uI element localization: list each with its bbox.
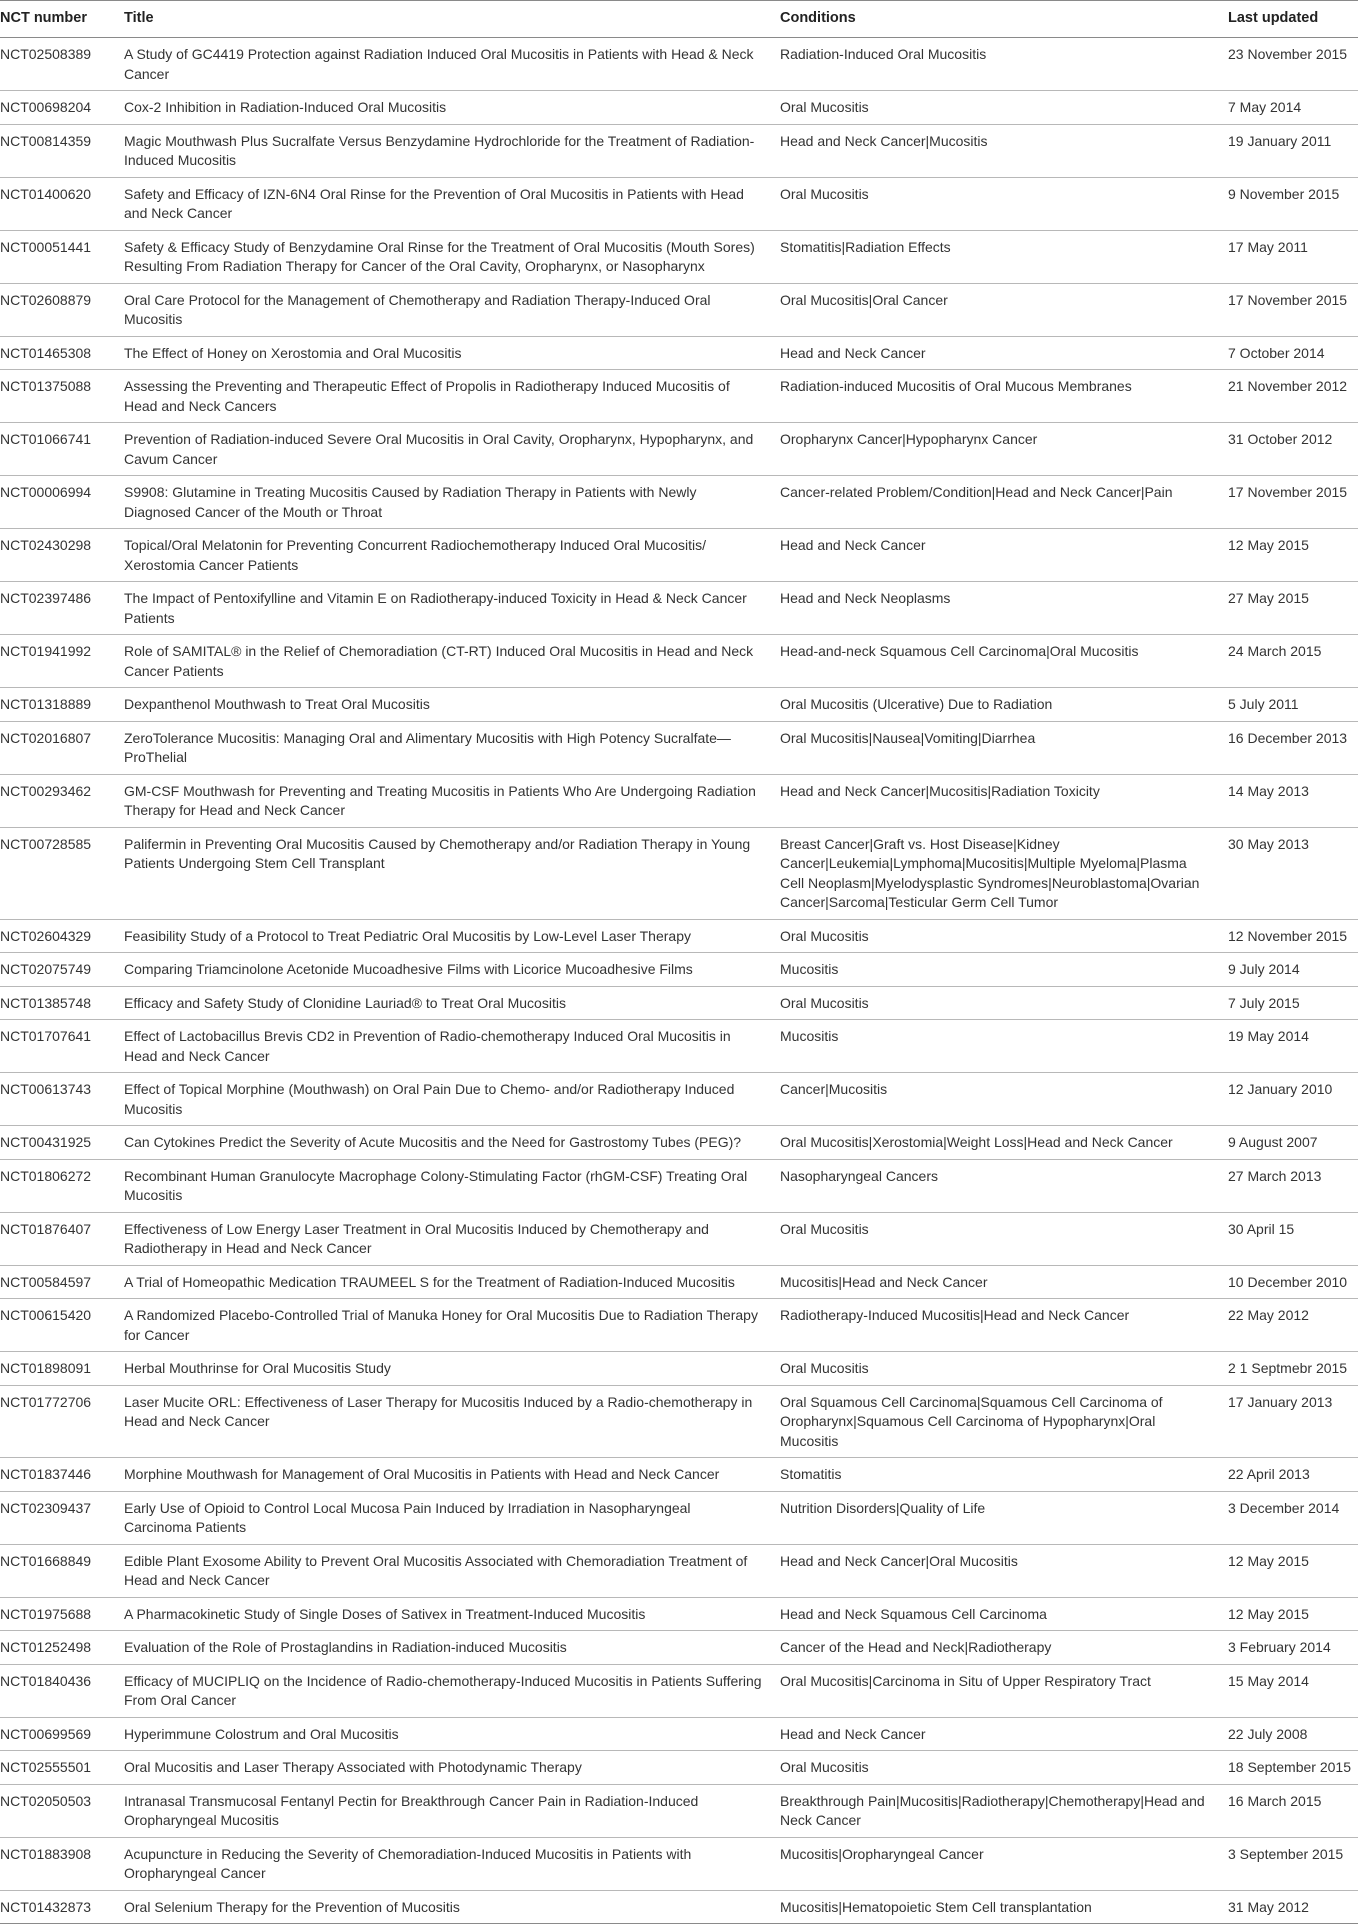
table-row	[0, 283, 1358, 336]
table-row	[0, 1717, 1358, 1751]
title-cell: Effect of Lactobacillus Brevis CD2 in Prevention of Radio-chemotherapy Induced Oral Mucositis in Head and Neck Cancer	[124, 1020, 780, 1073]
title-cell: Oral Mucositis and Laser Therapy Associated with Photodynamic Therapy	[124, 1751, 780, 1785]
conditions-cell: Oral Mucositis	[780, 1751, 1228, 1785]
last-updated-cell: 30 April 15	[1228, 1212, 1358, 1265]
conditions-cell: Breast Cancer|Graft vs. Host Disease|Kidney Cancer|Leukemia|Lymphoma|Mucositis|Multiple Myeloma|Plasma Cell Neoplasm|Myelodysplastic Syndromes|Neuroblastoma|Ovarian Cancer|Sarcoma|Testicular Germ Cell Tumor	[780, 827, 1228, 919]
title-cell: Morphine Mouthwash for Management of Oral Mucositis in Patients with Head and Neck Cancer	[124, 1458, 780, 1492]
table-row	[0, 721, 1358, 774]
nct-number-cell: NCT01975688	[0, 1597, 124, 1631]
last-updated-cell: 9 November 2015	[1228, 177, 1358, 230]
conditions-cell: Cancer of the Head and Neck|Radiotherapy	[780, 1631, 1228, 1665]
conditions-cell: Breakthrough Pain|Mucositis|Radiotherapy|Chemotherapy|Head and Neck Cancer	[780, 1784, 1228, 1837]
table-row	[0, 1073, 1358, 1126]
table-row	[0, 1631, 1358, 1665]
last-updated-cell: 27 May 2015	[1228, 582, 1358, 635]
nct-number-cell: NCT01066741	[0, 423, 124, 476]
header-title: Title	[124, 1, 780, 38]
conditions-cell: Oral Mucositis	[780, 1212, 1228, 1265]
nct-number-cell: NCT01432873	[0, 1890, 124, 1924]
title-cell: Cox-2 Inhibition in Radiation-Induced Oral Mucositis	[124, 91, 780, 125]
title-cell: Recombinant Human Granulocyte Macrophage Colony-Stimulating Factor (rhGM-CSF) Treating Oral Mucositis	[124, 1159, 780, 1212]
nct-number-cell: NCT02016807	[0, 721, 124, 774]
nct-number-cell: NCT02608879	[0, 283, 124, 336]
conditions-cell: Head and Neck Neoplasms	[780, 582, 1228, 635]
table-row	[0, 476, 1358, 529]
nct-number-cell: NCT02397486	[0, 582, 124, 635]
last-updated-cell: 10 December 2010	[1228, 1265, 1358, 1299]
last-updated-cell: 12 January 2010	[1228, 1073, 1358, 1126]
table-row	[0, 1751, 1358, 1785]
table-row	[0, 1837, 1358, 1890]
nct-number-cell: NCT00006994	[0, 476, 124, 529]
title-cell: A Randomized Placebo-Controlled Trial of Manuka Honey for Oral Mucositis Due to Radiation Therapy for Cancer	[124, 1299, 780, 1352]
conditions-cell: Mucositis|Hematopoietic Stem Cell transplantation	[780, 1890, 1228, 1924]
last-updated-cell: 18 September 2015	[1228, 1751, 1358, 1785]
table-row	[0, 1544, 1358, 1597]
last-updated-cell: 12 May 2015	[1228, 1597, 1358, 1631]
conditions-cell: Oral Mucositis|Carcinoma in Situ of Upper Respiratory Tract	[780, 1664, 1228, 1717]
last-updated-cell: 3 February 2014	[1228, 1631, 1358, 1665]
nct-number-cell: NCT02075749	[0, 953, 124, 987]
nct-number-cell: NCT01400620	[0, 177, 124, 230]
last-updated-cell: 16 December 2013	[1228, 721, 1358, 774]
nct-number-cell: NCT02555501	[0, 1751, 124, 1785]
last-updated-cell: 17 January 2013	[1228, 1385, 1358, 1458]
last-updated-cell: 7 October 2014	[1228, 336, 1358, 370]
last-updated-cell: 21 November 2012	[1228, 370, 1358, 423]
last-updated-cell: 9 August 2007	[1228, 1126, 1358, 1160]
last-updated-cell: 12 May 2015	[1228, 529, 1358, 582]
last-updated-cell: 2 1 Septmebr 2015	[1228, 1352, 1358, 1386]
title-cell: Oral Care Protocol for the Management of Chemotherapy and Radiation Therapy-Induced Oral Mucositis	[124, 283, 780, 336]
table-row	[0, 919, 1358, 953]
title-cell: Laser Mucite ORL: Effectiveness of Laser Therapy for Mucositis Induced by a Radio-chemotherapy in Head and Neck Cancer	[124, 1385, 780, 1458]
title-cell: A Trial of Homeopathic Medication TRAUMEEL S for the Treatment of Radiation-Induced Mucositis	[124, 1265, 780, 1299]
nct-number-cell: NCT01465308	[0, 336, 124, 370]
table-row	[0, 91, 1358, 125]
title-cell: The Impact of Pentoxifylline and Vitamin E on Radiotherapy-induced Toxicity in Head & Neck Cancer Patients	[124, 582, 780, 635]
last-updated-cell: 17 November 2015	[1228, 476, 1358, 529]
nct-number-cell: NCT00613743	[0, 1073, 124, 1126]
table-row	[0, 1890, 1358, 1924]
table-row	[0, 177, 1358, 230]
table-row	[0, 582, 1358, 635]
nct-number-cell: NCT00728585	[0, 827, 124, 919]
conditions-cell: Stomatitis	[780, 1458, 1228, 1492]
conditions-cell: Head-and-neck Squamous Cell Carcinoma|Oral Mucositis	[780, 635, 1228, 688]
header-nct-number: NCT number	[0, 1, 124, 38]
nct-number-cell: NCT02430298	[0, 529, 124, 582]
conditions-cell: Oral Mucositis	[780, 919, 1228, 953]
table-body	[0, 38, 1358, 1924]
conditions-cell: Radiation-Induced Oral Mucositis	[780, 38, 1228, 91]
nct-number-cell: NCT00698204	[0, 91, 124, 125]
title-cell: Prevention of Radiation-induced Severe Oral Mucositis in Oral Cavity, Oropharynx, Hypopharynx, and Cavum Cancer	[124, 423, 780, 476]
last-updated-cell: 19 January 2011	[1228, 124, 1358, 177]
nct-number-cell: NCT01668849	[0, 1544, 124, 1597]
last-updated-cell: 9 July 2014	[1228, 953, 1358, 987]
last-updated-cell: 24 March 2015	[1228, 635, 1358, 688]
conditions-cell: Mucositis|Head and Neck Cancer	[780, 1265, 1228, 1299]
conditions-cell: Oropharynx Cancer|Hypopharynx Cancer	[780, 423, 1228, 476]
nct-number-cell: NCT00699569	[0, 1717, 124, 1751]
conditions-cell: Oral Mucositis|Oral Cancer	[780, 283, 1228, 336]
header-row	[0, 1, 1358, 38]
title-cell: Safety and Efficacy of IZN-6N4 Oral Rinse for the Prevention of Oral Mucositis in Patients with Head and Neck Cancer	[124, 177, 780, 230]
conditions-cell: Radiation-induced Mucositis of Oral Mucous Membranes	[780, 370, 1228, 423]
nct-number-cell: NCT01840436	[0, 1664, 124, 1717]
title-cell: A Study of GC4419 Protection against Radiation Induced Oral Mucositis in Patients with Head & Neck Cancer	[124, 38, 780, 91]
table-row	[0, 336, 1358, 370]
nct-number-cell: NCT02309437	[0, 1491, 124, 1544]
nct-number-cell: NCT01707641	[0, 1020, 124, 1073]
nct-number-cell: NCT02604329	[0, 919, 124, 953]
title-cell: Role of SAMITAL® in the Relief of Chemoradiation (CT-RT) Induced Oral Mucositis in Head and Neck Cancer Patients	[124, 635, 780, 688]
nct-number-cell: NCT01772706	[0, 1385, 124, 1458]
last-updated-cell: 30 May 2013	[1228, 827, 1358, 919]
last-updated-cell: 12 November 2015	[1228, 919, 1358, 953]
table-row	[0, 1458, 1358, 1492]
conditions-cell: Oral Mucositis	[780, 91, 1228, 125]
last-updated-cell: 22 May 2012	[1228, 1299, 1358, 1352]
table-row	[0, 827, 1358, 919]
conditions-cell: Nutrition Disorders|Quality of Life	[780, 1491, 1228, 1544]
table-row	[0, 1784, 1358, 1837]
header-conditions: Conditions	[780, 1, 1228, 38]
title-cell: Oral Selenium Therapy for the Prevention of Mucositis	[124, 1890, 780, 1924]
nct-number-cell: NCT01385748	[0, 986, 124, 1020]
table-row	[0, 529, 1358, 582]
nct-number-cell: NCT00814359	[0, 124, 124, 177]
nct-number-cell: NCT00293462	[0, 774, 124, 827]
conditions-cell: Head and Neck Cancer	[780, 336, 1228, 370]
nct-number-cell: NCT00584597	[0, 1265, 124, 1299]
title-cell: ZeroTolerance Mucositis: Managing Oral and Alimentary Mucositis with High Potency Sucralfate—ProThelial	[124, 721, 780, 774]
conditions-cell: Mucositis	[780, 953, 1228, 987]
table-row	[0, 1352, 1358, 1386]
conditions-cell: Oral Mucositis	[780, 986, 1228, 1020]
title-cell: Edible Plant Exosome Ability to Prevent Oral Mucositis Associated with Chemoradiation Treatment of Head and Neck Cancer	[124, 1544, 780, 1597]
table-row	[0, 688, 1358, 722]
table-row	[0, 1126, 1358, 1160]
table-row	[0, 1159, 1358, 1212]
last-updated-cell: 5 July 2011	[1228, 688, 1358, 722]
conditions-cell: Oral Mucositis|Xerostomia|Weight Loss|Head and Neck Cancer	[780, 1126, 1228, 1160]
table-row	[0, 953, 1358, 987]
nct-number-cell: NCT01898091	[0, 1352, 124, 1386]
conditions-cell: Radiotherapy-Induced Mucositis|Head and Neck Cancer	[780, 1299, 1228, 1352]
title-cell: GM-CSF Mouthwash for Preventing and Treating Mucositis in Patients Who Are Undergoing Radiation Therapy for Head and Neck Cancer	[124, 774, 780, 827]
title-cell: Efficacy and Safety Study of Clonidine Lauriad® to Treat Oral Mucositis	[124, 986, 780, 1020]
last-updated-cell: 14 May 2013	[1228, 774, 1358, 827]
conditions-cell: Oral Mucositis|Nausea|Vomiting|Diarrhea	[780, 721, 1228, 774]
last-updated-cell: 16 March 2015	[1228, 1784, 1358, 1837]
title-cell: Early Use of Opioid to Control Local Mucosa Pain Induced by Irradiation in Nasopharyngeal Carcinoma Patients	[124, 1491, 780, 1544]
table-row	[0, 1212, 1358, 1265]
title-cell: Acupuncture in Reducing the Severity of Chemoradiation-Induced Mucositis in Patients with Oropharyngeal Cancer	[124, 1837, 780, 1890]
conditions-cell: Head and Neck Cancer|Mucositis	[780, 124, 1228, 177]
nct-number-cell: NCT02508389	[0, 38, 124, 91]
title-cell: Topical/Oral Melatonin for Preventing Concurrent Radiochemotherapy Induced Oral Mucositis/ Xerostomia Cancer Patients	[124, 529, 780, 582]
last-updated-cell: 27 March 2013	[1228, 1159, 1358, 1212]
last-updated-cell: 7 May 2014	[1228, 91, 1358, 125]
nct-number-cell: NCT01883908	[0, 1837, 124, 1890]
last-updated-cell: 31 October 2012	[1228, 423, 1358, 476]
title-cell: Feasibility Study of a Protocol to Treat Pediatric Oral Mucositis by Low-Level Laser Therapy	[124, 919, 780, 953]
table-row	[0, 1664, 1358, 1717]
table-row	[0, 230, 1358, 283]
conditions-cell: Cancer-related Problem/Condition|Head and Neck Cancer|Pain	[780, 476, 1228, 529]
nct-number-cell: NCT01876407	[0, 1212, 124, 1265]
conditions-cell: Nasopharyngeal Cancers	[780, 1159, 1228, 1212]
conditions-cell: Stomatitis|Radiation Effects	[780, 230, 1228, 283]
table-row	[0, 370, 1358, 423]
title-cell: Effectiveness of Low Energy Laser Treatment in Oral Mucositis Induced by Chemotherapy and Radiotherapy in Head and Neck Cancer	[124, 1212, 780, 1265]
last-updated-cell: 17 November 2015	[1228, 283, 1358, 336]
title-cell: The Effect of Honey on Xerostomia and Oral Mucositis	[124, 336, 780, 370]
conditions-cell: Head and Neck Cancer	[780, 529, 1228, 582]
table-row	[0, 1020, 1358, 1073]
title-cell: S9908: Glutamine in Treating Mucositis Caused by Radiation Therapy in Patients with Newly Diagnosed Cancer of the Mouth or Throat	[124, 476, 780, 529]
header-last-updated: Last updated	[1228, 1, 1358, 38]
table-row	[0, 1597, 1358, 1631]
conditions-cell: Oral Mucositis (Ulcerative) Due to Radiation	[780, 688, 1228, 722]
conditions-cell: Head and Neck Cancer|Mucositis|Radiation Toxicity	[780, 774, 1228, 827]
nct-number-cell: NCT00431925	[0, 1126, 124, 1160]
table-row	[0, 1385, 1358, 1458]
last-updated-cell: 7 July 2015	[1228, 986, 1358, 1020]
nct-number-cell: NCT01252498	[0, 1631, 124, 1665]
conditions-cell: Oral Squamous Cell Carcinoma|Squamous Cell Carcinoma of Oropharynx|Squamous Cell Carcinoma of Hypopharynx|Oral Mucositis	[780, 1385, 1228, 1458]
conditions-cell: Oral Mucositis	[780, 1352, 1228, 1386]
last-updated-cell: 12 May 2015	[1228, 1544, 1358, 1597]
last-updated-cell: 22 April 2013	[1228, 1458, 1358, 1492]
title-cell: Safety & Efficacy Study of Benzydamine Oral Rinse for the Treatment of Oral Mucositis (Mouth Sores) Resulting From Radiation Therapy for Cancer of the Oral Cavity, Oropharynx, or Nasopharynx	[124, 230, 780, 283]
table-row	[0, 635, 1358, 688]
conditions-cell: Head and Neck Cancer|Oral Mucositis	[780, 1544, 1228, 1597]
title-cell: Palifermin in Preventing Oral Mucositis Caused by Chemotherapy and/or Radiation Therapy in Young Patients Undergoing Stem Cell Transplant	[124, 827, 780, 919]
title-cell: Intranasal Transmucosal Fentanyl Pectin for Breakthrough Cancer Pain in Radiation-Induced Oropharyngeal Mucositis	[124, 1784, 780, 1837]
title-cell: Hyperimmune Colostrum and Oral Mucositis	[124, 1717, 780, 1751]
title-cell: Can Cytokines Predict the Severity of Acute Mucositis and the Need for Gastrostomy Tubes (PEG)?	[124, 1126, 780, 1160]
title-cell: Magic Mouthwash Plus Sucralfate Versus Benzydamine Hydrochloride for the Treatment of Radiation-Induced Mucositis	[124, 124, 780, 177]
conditions-cell: Mucositis	[780, 1020, 1228, 1073]
last-updated-cell: 22 July 2008	[1228, 1717, 1358, 1751]
title-cell: Dexpanthenol Mouthwash to Treat Oral Mucositis	[124, 688, 780, 722]
nct-number-cell: NCT01375088	[0, 370, 124, 423]
last-updated-cell: 17 May 2011	[1228, 230, 1358, 283]
last-updated-cell: 31 May 2012	[1228, 1890, 1358, 1924]
nct-number-cell: NCT01941992	[0, 635, 124, 688]
last-updated-cell: 3 September 2015	[1228, 1837, 1358, 1890]
last-updated-cell: 15 May 2014	[1228, 1664, 1358, 1717]
title-cell: Evaluation of the Role of Prostaglandins in Radiation-induced Mucositis	[124, 1631, 780, 1665]
last-updated-cell: 23 November 2015	[1228, 38, 1358, 91]
table-row	[0, 1265, 1358, 1299]
table-row	[0, 774, 1358, 827]
table-row	[0, 1491, 1358, 1544]
last-updated-cell: 3 December 2014	[1228, 1491, 1358, 1544]
nct-number-cell: NCT02050503	[0, 1784, 124, 1837]
nct-number-cell: NCT00615420	[0, 1299, 124, 1352]
nct-number-cell: NCT01837446	[0, 1458, 124, 1492]
table-row	[0, 1299, 1358, 1352]
conditions-cell: Mucositis|Oropharyngeal Cancer	[780, 1837, 1228, 1890]
conditions-cell: Head and Neck Squamous Cell Carcinoma	[780, 1597, 1228, 1631]
title-cell: Efficacy of MUCIPLIQ on the Incidence of Radio-chemotherapy-Induced Mucositis in Patients Suffering From Oral Cancer	[124, 1664, 780, 1717]
table-header	[0, 1, 1358, 38]
conditions-cell: Head and Neck Cancer	[780, 1717, 1228, 1751]
nct-number-cell: NCT01318889	[0, 688, 124, 722]
table-row	[0, 423, 1358, 476]
title-cell: Herbal Mouthrinse for Oral Mucositis Study	[124, 1352, 780, 1386]
conditions-cell: Oral Mucositis	[780, 177, 1228, 230]
table-row	[0, 38, 1358, 91]
table-row	[0, 124, 1358, 177]
nct-number-cell: NCT01806272	[0, 1159, 124, 1212]
title-cell: A Pharmacokinetic Study of Single Doses of Sativex in Treatment-Induced Mucositis	[124, 1597, 780, 1631]
table-row	[0, 986, 1358, 1020]
conditions-cell: Cancer|Mucositis	[780, 1073, 1228, 1126]
title-cell: Comparing Triamcinolone Acetonide Mucoadhesive Films with Licorice Mucoadhesive Films	[124, 953, 780, 987]
nct-number-cell: NCT00051441	[0, 230, 124, 283]
title-cell: Effect of Topical Morphine (Mouthwash) on Oral Pain Due to Chemo- and/or Radiotherapy Induced Mucositis	[124, 1073, 780, 1126]
title-cell: Assessing the Preventing and Therapeutic Effect of Propolis in Radiotherapy Induced Mucositis of Head and Neck Cancers	[124, 370, 780, 423]
last-updated-cell: 19 May 2014	[1228, 1020, 1358, 1073]
